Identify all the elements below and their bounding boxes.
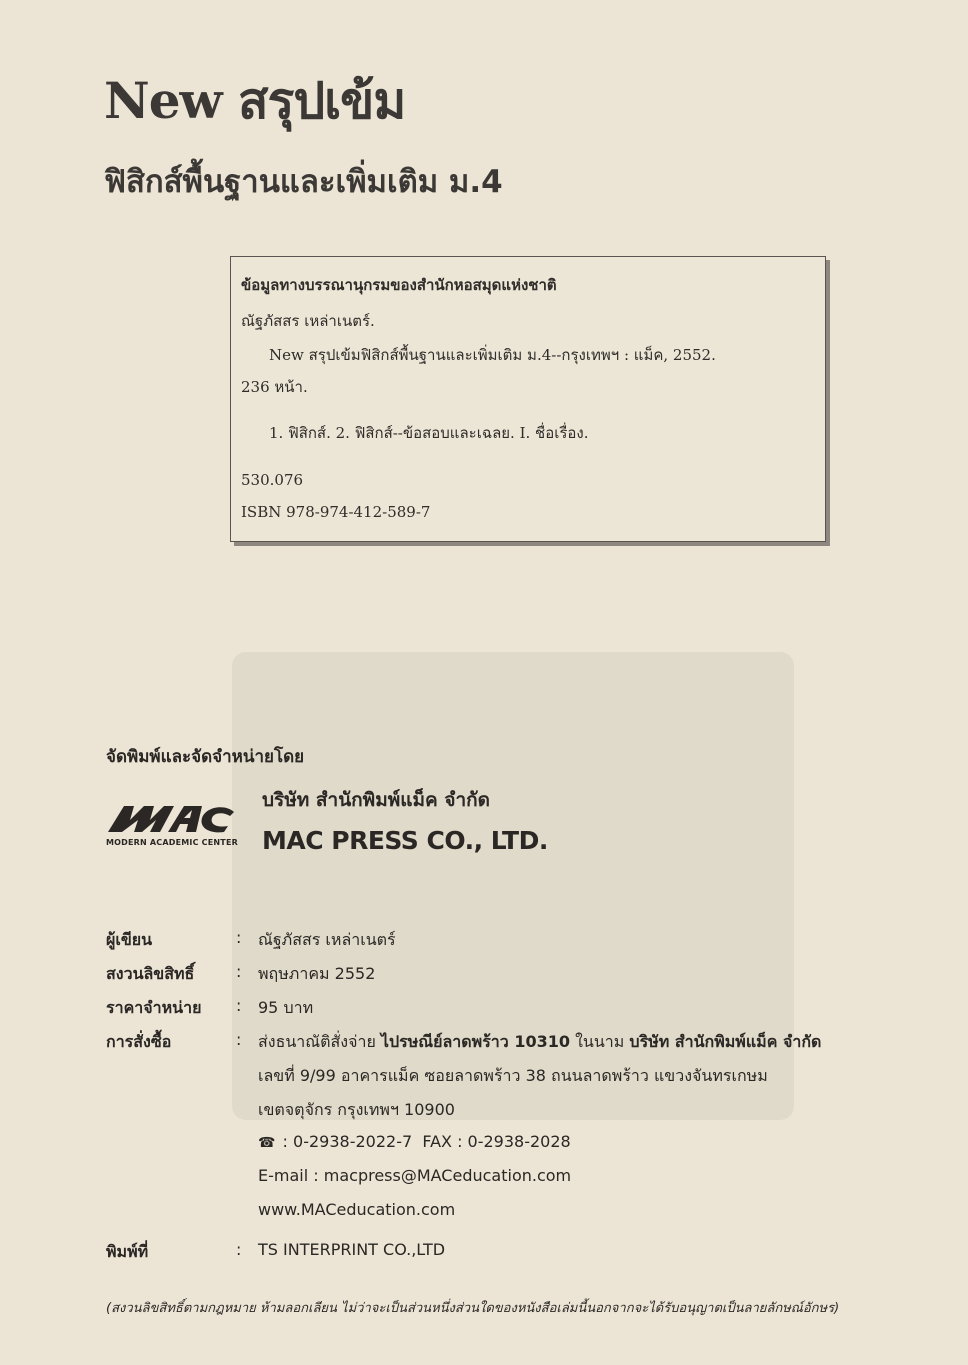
printer-value: TS INTERPRINT CO.,LTD — [258, 1240, 446, 1259]
book-title-line-2: ฟิสิกส์พื้นฐานและเพิ่มเติม ม.4 — [104, 164, 503, 200]
copyright-label: สงวนลิขสิทธิ์ — [106, 964, 195, 983]
colon: : — [236, 996, 242, 1015]
price-label: ราคาจำหน่าย — [106, 998, 202, 1017]
printer-label: พิมพ์ที่ — [106, 1242, 149, 1261]
cip-author: ณัฐภัสสร เหล่าเนตร์. — [241, 312, 375, 330]
order-line — [258, 1030, 821, 1055]
cip-isbn: ISBN 978-974-412-589-7 — [241, 503, 431, 521]
copyright-notice: (สงวนลิขสิทธิ์ตามกฎหมาย ห้ามลอกเลียน ไม่ว่าจะเป็นส่วนหนึ่งส่วนใดของหนังสือเล่มนี้นอกจากจะได้รับอนุญาตเป็นลายลักษณ์อักษร) — [106, 1301, 840, 1316]
colon: : — [282, 1132, 288, 1151]
address-line-1: เลขที่ 9/99 อาคารแม็ค ซอยลาดพร้าว 38 ถนนลาดพร้าว แขวงจันทรเกษม — [258, 1066, 768, 1085]
email-line — [258, 1166, 571, 1185]
logo-caption: MODERN ACADEMIC CENTER — [106, 838, 238, 847]
phone-line — [258, 1132, 571, 1151]
order-mid: ในนาม — [575, 1032, 625, 1051]
colon: : — [236, 1240, 242, 1259]
cip-classification: 530.076 — [241, 471, 304, 489]
address-line-2: เขตจตุจักร กรุงเทพฯ 10900 — [258, 1100, 455, 1119]
telephone-icon: ☎ — [258, 1135, 276, 1151]
author-value: ณัฐภัสสร เหล่าเนตร์ — [258, 930, 396, 949]
cataloging-in-publication-box — [230, 256, 826, 542]
cip-subjects: 1. ฟิสิกส์. 2. ฟิสิกส์--ข้อสอบและเฉลย. I. ชื่อเรื่อง. — [269, 424, 589, 442]
fax-number: 0-2938-2028 — [467, 1132, 571, 1151]
order-label: การสั่งซื้อ — [106, 1032, 172, 1051]
email-address[interactable]: macpress@MACeducation.com — [323, 1166, 572, 1185]
colon: : — [236, 962, 242, 981]
fax-label: FAX — [422, 1132, 452, 1151]
colon: : — [313, 1166, 319, 1185]
colon: : — [236, 928, 242, 947]
company-name-english: MAC PRESS CO., LTD. — [262, 826, 548, 855]
cip-pages: 236 หน้า. — [241, 378, 308, 396]
order-post-office: ไปรษณีย์ลาดพร้าว 10310 — [380, 1032, 570, 1051]
cip-heading: ข้อมูลทางบรรณานุกรมของสำนักหอสมุดแห่งชาติ — [241, 276, 557, 294]
website-link[interactable]: www.MACeducation.com — [258, 1200, 456, 1219]
publisher-heading: จัดพิมพ์และจัดจำหน่ายโดย — [106, 747, 305, 767]
order-prefix: ส่งธนาณัติสั่งจ่าย — [258, 1032, 376, 1051]
order-company: บริษัท สำนักพิมพ์แม็ค จำกัด — [629, 1032, 822, 1051]
phone-number: 0-2938-2022-7 — [293, 1132, 413, 1151]
price-value: 95 บาท — [258, 998, 314, 1017]
copyright-value: พฤษภาคม 2552 — [258, 964, 376, 983]
colon: : — [236, 1030, 242, 1049]
colon: : — [457, 1132, 463, 1151]
company-name-thai: บริษัท สำนักพิมพ์แม็ค จำกัด — [262, 789, 490, 811]
cip-title: New สรุปเข้มฟิสิกส์พื้นฐานและเพิ่มเติม ม.4--กรุงเทพฯ : แม็ค, 2552. — [269, 346, 716, 364]
book-title-line-1: New สรุปเข้ม — [104, 71, 406, 130]
author-label: ผู้เขียน — [106, 930, 153, 949]
email-label: E-mail — [258, 1166, 309, 1185]
